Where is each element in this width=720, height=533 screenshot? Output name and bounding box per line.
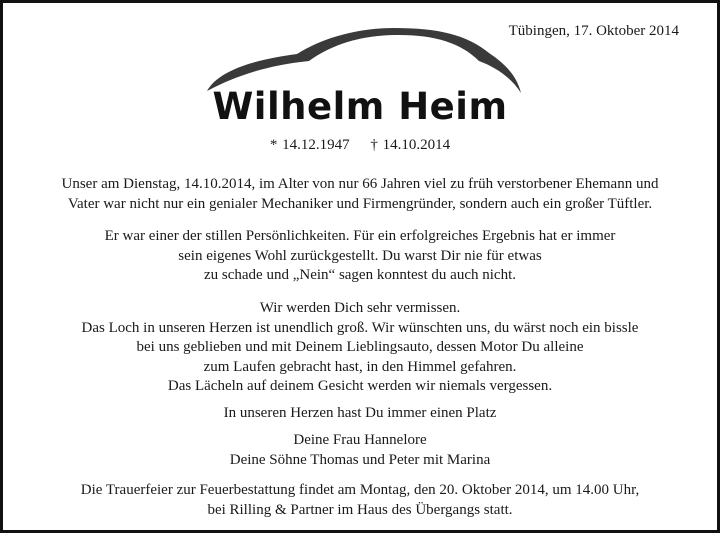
life-dates (3, 137, 717, 154)
text-line: Unser am Dienstag, 14.10.2014, im Alter von nur 66 Jahren viel zu früh verstorbener Ehemann und (61, 176, 659, 192)
closing-line (23, 404, 697, 424)
deceased-name: Wilhelm Heim (212, 85, 508, 128)
place-date: Tübingen, 17. Oktober 2014 (508, 23, 679, 39)
text-line: Die Trauerfeier zur Feuerbestattung findet am Montag, den 20. Oktober 2014, um 14.00 Uhr, (80, 482, 640, 498)
text-line: Vater war nicht nur ein genialer Mechaniker und Firmengründer, sondern auch ein großer Tüftler. (67, 195, 653, 212)
text-line: Das Lächeln auf deinem Gesicht werden wir niemals vergessen. (167, 378, 553, 394)
text-line: zu schade und „Nein“ sagen konntest du auch nicht. (204, 267, 516, 283)
text-line: Deine Söhne Thomas und Peter mit Marina (229, 451, 491, 468)
paragraph-intro (23, 175, 697, 214)
text-line: Wir werden Dich sehr vermissen. (259, 300, 461, 316)
text-line: Er war einer der stillen Persönlichkeiten. Für ein erfolgreiches Ergebnis hat er immer (104, 228, 616, 244)
funeral-info (23, 481, 697, 520)
death-date: † 14.10.2014 (370, 137, 451, 153)
text-line: zum Laufen gebracht hast, in den Himmel gefahren. (203, 358, 517, 375)
birth-date: * 14.12.1947 (269, 137, 350, 153)
paragraph-farewell (23, 299, 697, 397)
mourners-signature (23, 431, 697, 470)
text-line: bei Rilling & Partner im Haus des Übergangs statt. (207, 501, 513, 518)
text-line: Deine Frau Hannelore (293, 432, 427, 448)
text-line: In unseren Herzen hast Du immer einen Platz (223, 405, 497, 421)
text-line: Das Loch in unseren Herzen ist unendlich groß. Wir wünschten uns, du wärst noch ein bissle (81, 319, 639, 336)
text-line: sein eigenes Wohl zurückgestellt. Du warst Dir nie für etwas (178, 247, 542, 264)
text-line: bei uns geblieben und mit Deinem Lieblingsauto, dessen Motor Du alleine (136, 339, 584, 355)
paragraph-personality (23, 227, 697, 286)
